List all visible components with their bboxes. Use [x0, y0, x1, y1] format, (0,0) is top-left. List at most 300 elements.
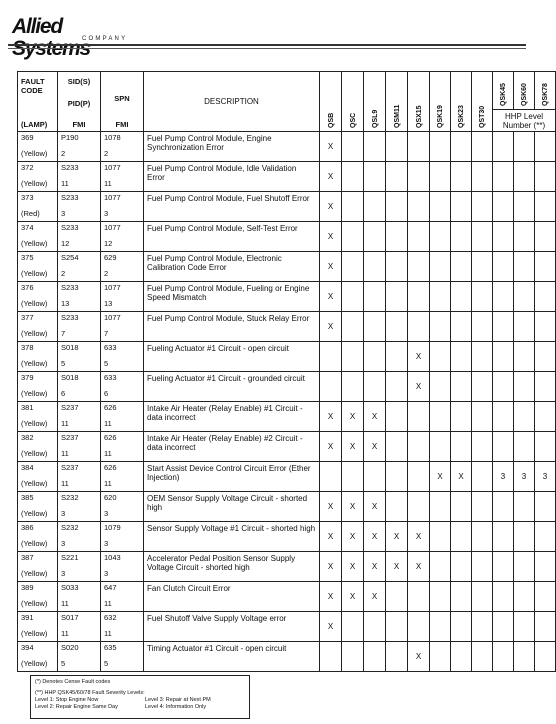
engine-mark-qsc [342, 132, 364, 162]
sid-pid-cell-top: S221 [61, 553, 79, 562]
col-engine-qsk23: QSK23 [451, 72, 472, 132]
fault-code-cell-bottom: (Yellow) [21, 179, 48, 188]
col-engine-qst30: QST30 [472, 72, 493, 132]
sid-pid-cell-top: S233 [61, 223, 79, 232]
fault-code-cell-bottom: (Yellow) [21, 149, 48, 158]
table-row [18, 252, 556, 282]
engine-mark-qsc [342, 462, 364, 492]
engine-mark-qsk78 [535, 372, 556, 402]
engine-mark-qsk60 [514, 642, 535, 672]
table-row [18, 612, 556, 642]
engine-mark-qsk19 [430, 312, 451, 342]
fault-code-cell-bottom: (Yellow) [21, 329, 48, 338]
engine-mark-qst30 [472, 432, 493, 462]
engine-mark-qsk78 [535, 162, 556, 192]
description-cell: Accelerator Pedal Position Sensor Supply Voltage Circuit - shorted high [144, 552, 320, 582]
col-fault-code: FAULT CODE (LAMP) [18, 72, 58, 132]
sid-pid-cell [58, 582, 101, 612]
description-cell: Fuel Pump Control Module, Electronic Calibration Code Error [144, 252, 320, 282]
engine-mark-qsm11 [386, 312, 408, 342]
engine-mark-qst30 [472, 132, 493, 162]
engine-mark-qst30 [472, 642, 493, 672]
spn-cell-top: 647 [104, 583, 117, 592]
fault-code-cell-bottom: (Yellow) [21, 479, 48, 488]
engine-mark-qst30 [472, 252, 493, 282]
description-cell: OEM Sensor Supply Voltage Circuit - shorted high [144, 492, 320, 522]
description-cell: Fuel Shutoff Valve Supply Voltage error [144, 612, 320, 642]
spn-cell-top: 1078 [104, 133, 121, 142]
engine-mark-qsb: X [320, 162, 342, 192]
spn-cell [101, 462, 144, 492]
engine-mark-qsk60 [514, 552, 535, 582]
fault-code-cell-bottom: (Yellow) [21, 449, 48, 458]
engine-mark-qsk19 [430, 402, 451, 432]
engine-mark-qsk23 [451, 612, 472, 642]
description-cell: Intake Air Heater (Relay Enable) #1 Circuit - data incorrect [144, 402, 320, 432]
fault-code-cell [18, 342, 58, 372]
engine-mark-qsm11 [386, 252, 408, 282]
table-body [18, 132, 556, 672]
spn-cell-bottom: 2 [104, 269, 109, 278]
sid-pid-cell-top: S033 [61, 583, 79, 592]
spn-cell-top: 1043 [104, 553, 121, 562]
engine-mark-qsk60 [514, 132, 535, 162]
engine-mark-qsb: X [320, 432, 342, 462]
engine-mark-qsk78 [535, 492, 556, 522]
engine-mark-qsc [342, 372, 364, 402]
engine-mark-qst30 [472, 522, 493, 552]
spn-cell [101, 192, 144, 222]
legend-levels-row-2 [35, 704, 245, 711]
engine-mark-qsl9 [364, 462, 386, 492]
engine-mark-qsb [320, 372, 342, 402]
engine-mark-qsx15 [408, 222, 430, 252]
fault-code-cell-bottom: (Red) [21, 209, 40, 218]
engine-mark-qsk60 [514, 312, 535, 342]
description-cell: Fueling Actuator #1 Circuit - grounded circuit [144, 372, 320, 402]
legend-level-3: Level 3: Repair at Next PM [145, 697, 211, 703]
engine-mark-qsb: X [320, 282, 342, 312]
sid-pid-cell-top: S017 [61, 613, 79, 622]
fault-code-cell-bottom: (Yellow) [21, 419, 48, 428]
engine-mark-qsl9: X [364, 582, 386, 612]
engine-mark-qsk78 [535, 282, 556, 312]
engine-mark-qsb: X [320, 192, 342, 222]
engine-mark-qsc [342, 162, 364, 192]
fault-code-cell-top: 375 [21, 253, 34, 262]
engine-mark-qsk45 [493, 162, 514, 192]
engine-mark-qsk19 [430, 642, 451, 672]
engine-mark-qsk45 [493, 312, 514, 342]
sid-pid-cell [58, 132, 101, 162]
engine-mark-qsk23 [451, 282, 472, 312]
engine-mark-qsk45 [493, 552, 514, 582]
sid-pid-cell [58, 432, 101, 462]
engine-mark-qsk78 [535, 522, 556, 552]
spn-cell-bottom: 11 [104, 629, 112, 638]
engine-mark-qst30 [472, 402, 493, 432]
engine-mark-qsk78 [535, 132, 556, 162]
engine-mark-qsm11 [386, 402, 408, 432]
engine-mark-qsm11 [386, 462, 408, 492]
engine-mark-qsx15 [408, 612, 430, 642]
engine-mark-qsk23: X [451, 462, 472, 492]
sid-pid-cell [58, 252, 101, 282]
engine-mark-qsx15: X [408, 642, 430, 672]
fault-code-cell [18, 222, 58, 252]
spn-cell [101, 522, 144, 552]
spn-cell-top: 626 [104, 463, 117, 472]
engine-mark-qsl9: X [364, 432, 386, 462]
fault-code-cell-top: 391 [21, 613, 34, 622]
engine-mark-qsx15 [408, 192, 430, 222]
engine-mark-qsc [342, 642, 364, 672]
col-engine-qsx15: QSX15 [408, 72, 430, 132]
spn-cell [101, 372, 144, 402]
fault-code-cell [18, 522, 58, 552]
col-engine-qsk45: QSK45 [493, 72, 514, 110]
spn-cell-bottom: 7 [104, 329, 109, 338]
hhp-level-label: HHP Level Number (**) [493, 110, 556, 132]
col-engine-qsk78: QSK78 [535, 72, 556, 110]
spn-cell-bottom: 5 [104, 659, 109, 668]
table-row [18, 222, 556, 252]
col-engine-qsl9: QSL9 [364, 72, 386, 132]
engine-mark-qsm11 [386, 642, 408, 672]
spn-cell-top: 1077 [104, 313, 121, 322]
description-cell: Fuel Pump Control Module, Self-Test Error [144, 222, 320, 252]
sid-pid-cell [58, 612, 101, 642]
engine-mark-qsk23 [451, 252, 472, 282]
engine-mark-qsk78 [535, 252, 556, 282]
engine-mark-qsk78 [535, 312, 556, 342]
engine-mark-qsc [342, 612, 364, 642]
engine-mark-qsc [342, 342, 364, 372]
legend-level-4: Level 4: Information Only [145, 704, 207, 710]
engine-mark-qsx15: X [408, 372, 430, 402]
engine-mark-qsk19 [430, 372, 451, 402]
sid-pid-cell-top: S233 [61, 283, 79, 292]
sid-pid-cell-bottom: 3 [61, 569, 66, 578]
sid-pid-cell [58, 642, 101, 672]
engine-mark-qsx15 [408, 492, 430, 522]
spn-cell-top: 626 [104, 403, 117, 412]
table-row [18, 582, 556, 612]
engine-mark-qsk78 [535, 582, 556, 612]
engine-mark-qsk19 [430, 552, 451, 582]
description-cell: Start Assist Device Control Circuit Error (Ether Injection) [144, 462, 320, 492]
fault-code-cell-top: 379 [21, 373, 34, 382]
engine-mark-qsk60 [514, 162, 535, 192]
engine-mark-qsl9: X [364, 522, 386, 552]
engine-mark-qst30 [472, 222, 493, 252]
sid-pid-cell [58, 402, 101, 432]
sid-pid-cell-top: S237 [61, 463, 79, 472]
engine-mark-qsk23 [451, 312, 472, 342]
fault-code-cell-bottom: (Yellow) [21, 599, 48, 608]
engine-mark-qst30 [472, 612, 493, 642]
description-cell: Fuel Pump Control Module, Fuel Shutoff Error [144, 192, 320, 222]
engine-mark-qsc [342, 312, 364, 342]
engine-mark-qsk23 [451, 162, 472, 192]
fault-code-cell-top: 387 [21, 553, 34, 562]
spn-cell-bottom: 6 [104, 389, 109, 398]
engine-mark-qsb: X [320, 612, 342, 642]
engine-mark-qst30 [472, 462, 493, 492]
engine-mark-qsm11 [386, 282, 408, 312]
fault-code-cell [18, 132, 58, 162]
engine-mark-qsk23 [451, 132, 472, 162]
spn-cell [101, 252, 144, 282]
engine-mark-qsk60 [514, 402, 535, 432]
engine-mark-qsk23 [451, 552, 472, 582]
sid-pid-cell-bottom: 12 [61, 239, 70, 248]
description-cell: Fuel Pump Control Module, Stuck Relay Error [144, 312, 320, 342]
fault-code-cell-bottom: (Yellow) [21, 539, 48, 548]
spn-cell [101, 132, 144, 162]
engine-mark-qsk60 [514, 372, 535, 402]
sid-pid-cell-bottom: 11 [61, 629, 69, 638]
spn-cell-bottom: 2 [104, 149, 109, 158]
engine-mark-qsc: X [342, 552, 364, 582]
fault-code-cell-bottom: (Yellow) [21, 569, 48, 578]
table-row [18, 282, 556, 312]
engine-mark-qsm11 [386, 582, 408, 612]
engine-mark-qsx15 [408, 282, 430, 312]
logo-subtitle: COMPANY [82, 36, 128, 42]
engine-mark-qsb: X [320, 552, 342, 582]
engine-mark-qsk23 [451, 642, 472, 672]
engine-mark-qsk60 [514, 252, 535, 282]
engine-mark-qsm11 [386, 342, 408, 372]
spn-cell-bottom: 3 [104, 539, 109, 548]
spn-cell [101, 282, 144, 312]
engine-mark-qsc [342, 252, 364, 282]
engine-mark-qsb [320, 342, 342, 372]
engine-mark-qsx15 [408, 582, 430, 612]
fault-code-cell [18, 612, 58, 642]
description-cell: Fan Clutch Circuit Error [144, 582, 320, 612]
engine-mark-qsb [320, 642, 342, 672]
fault-code-cell [18, 492, 58, 522]
engine-mark-qsk19 [430, 222, 451, 252]
table-row [18, 642, 556, 672]
engine-mark-qsb [320, 462, 342, 492]
engine-mark-qsl9 [364, 642, 386, 672]
description-cell: Fueling Actuator #1 Circuit - open circuit [144, 342, 320, 372]
fault-code-cell [18, 372, 58, 402]
description-cell: Intake Air Heater (Relay Enable) #2 Circuit - data incorrect [144, 432, 320, 462]
sid-pid-cell [58, 552, 101, 582]
table-row [18, 552, 556, 582]
engine-mark-qsk19 [430, 432, 451, 462]
engine-mark-qst30 [472, 552, 493, 582]
engine-mark-qsk60 [514, 492, 535, 522]
engine-mark-qsk19 [430, 612, 451, 642]
spn-cell-bottom: 3 [104, 209, 109, 218]
engine-mark-qsk45: 3 [493, 462, 514, 492]
spn-cell [101, 612, 144, 642]
spn-cell-bottom: 11 [104, 449, 112, 458]
legend-box [30, 675, 250, 719]
sid-pid-cell [58, 342, 101, 372]
engine-mark-qsk19: X [430, 462, 451, 492]
engine-mark-qsk45 [493, 402, 514, 432]
spn-cell-top: 1077 [104, 193, 121, 202]
description-cell: Fuel Pump Control Module, Engine Synchronization Error [144, 132, 320, 162]
engine-mark-qsk45 [493, 342, 514, 372]
engine-mark-qsk19 [430, 342, 451, 372]
engine-mark-qsk23 [451, 342, 472, 372]
engine-mark-qsm11: X [386, 522, 408, 552]
engine-mark-qsb: X [320, 492, 342, 522]
spn-cell-bottom: 11 [104, 419, 112, 428]
spn-cell-bottom: 3 [104, 509, 109, 518]
engine-mark-qsm11: X [386, 552, 408, 582]
table-row [18, 312, 556, 342]
fault-code-cell-bottom: (Yellow) [21, 239, 48, 248]
engine-mark-qsm11 [386, 612, 408, 642]
engine-mark-qsk78: 3 [535, 462, 556, 492]
sid-pid-cell-bottom: 11 [61, 449, 69, 458]
engine-mark-qsk60 [514, 612, 535, 642]
engine-mark-qsk23 [451, 222, 472, 252]
engine-mark-qsk45 [493, 612, 514, 642]
engine-mark-qsk78 [535, 402, 556, 432]
fault-code-table [17, 71, 556, 672]
spn-cell-top: 629 [104, 253, 117, 262]
engine-mark-qsk45 [493, 372, 514, 402]
spn-cell-top: 1077 [104, 223, 121, 232]
sid-pid-cell-bottom: 11 [61, 179, 69, 188]
table-row [18, 402, 556, 432]
fault-code-cell [18, 282, 58, 312]
spn-cell [101, 582, 144, 612]
sid-pid-cell-top: S233 [61, 163, 79, 172]
sid-pid-cell-bottom: 3 [61, 209, 66, 218]
engine-mark-qsl9 [364, 612, 386, 642]
col-engine-qsb: QSB [320, 72, 342, 132]
engine-mark-qsk45 [493, 222, 514, 252]
spn-cell [101, 492, 144, 522]
sid-pid-cell [58, 492, 101, 522]
engine-mark-qsk60: 3 [514, 462, 535, 492]
logo-wordmark: Allied Systems [12, 15, 90, 60]
spn-cell-top: 633 [104, 373, 117, 382]
engine-mark-qsb: X [320, 522, 342, 552]
description-cell: Sensor Supply Voltage #1 Circuit - shorted high [144, 522, 320, 552]
engine-mark-qsk19 [430, 192, 451, 222]
fault-code-cell-top: 377 [21, 313, 34, 322]
engine-mark-qst30 [472, 492, 493, 522]
fault-code-cell [18, 312, 58, 342]
spn-cell [101, 342, 144, 372]
engine-mark-qsk19 [430, 582, 451, 612]
fault-code-cell-top: 384 [21, 463, 34, 472]
engine-mark-qsl9 [364, 222, 386, 252]
fault-code-cell-top: 385 [21, 493, 34, 502]
spn-cell-bottom: 5 [104, 359, 109, 368]
engine-mark-qsk23 [451, 492, 472, 522]
engine-mark-qsl9 [364, 192, 386, 222]
engine-mark-qsk23 [451, 372, 472, 402]
engine-mark-qsk45 [493, 282, 514, 312]
fault-code-cell-top: 386 [21, 523, 34, 532]
table-row [18, 492, 556, 522]
spn-cell [101, 552, 144, 582]
sid-pid-cell-top: S254 [61, 253, 79, 262]
engine-mark-qsk45 [493, 252, 514, 282]
sid-pid-cell-top: S020 [61, 643, 79, 652]
engine-mark-qsl9 [364, 312, 386, 342]
col-sid-pid-fmi: SID(S) PID(P) FMI [58, 72, 101, 132]
spn-cell-bottom: 13 [104, 299, 113, 308]
sid-pid-cell-bottom: 13 [61, 299, 70, 308]
sid-pid-cell-bottom: 7 [61, 329, 66, 338]
fault-code-cell-top: 381 [21, 403, 34, 412]
engine-mark-qsb: X [320, 312, 342, 342]
legend-level-2: Level 2: Repair Engine Same Day [35, 704, 118, 710]
sid-pid-cell-top: P190 [61, 133, 79, 142]
fault-code-cell [18, 432, 58, 462]
fault-code-cell-bottom: (Yellow) [21, 629, 48, 638]
engine-mark-qsx15 [408, 462, 430, 492]
sid-pid-cell-bottom: 2 [61, 269, 66, 278]
engine-mark-qsx15 [408, 162, 430, 192]
engine-mark-qst30 [472, 342, 493, 372]
table-row [18, 192, 556, 222]
engine-mark-qsk60 [514, 582, 535, 612]
engine-mark-qsk78 [535, 222, 556, 252]
sid-pid-cell-top: S018 [61, 373, 79, 382]
sid-pid-cell [58, 282, 101, 312]
spn-cell [101, 162, 144, 192]
spn-cell [101, 222, 144, 252]
description-cell: Fuel Pump Control Module, Fueling or Engine Speed Mismatch [144, 282, 320, 312]
engine-mark-qsx15 [408, 432, 430, 462]
engine-mark-qsl9 [364, 282, 386, 312]
engine-mark-qsx15: X [408, 522, 430, 552]
engine-mark-qsx15 [408, 252, 430, 282]
engine-mark-qsc: X [342, 432, 364, 462]
col-engine-qsk60: QSK60 [514, 72, 535, 110]
fault-code-cell-bottom: (Yellow) [21, 359, 48, 368]
fault-code-cell-top: 369 [21, 133, 34, 142]
engine-mark-qsc: X [342, 582, 364, 612]
header-row [18, 72, 556, 110]
engine-mark-qsm11 [386, 432, 408, 462]
engine-mark-qsk45 [493, 192, 514, 222]
engine-mark-qst30 [472, 162, 493, 192]
engine-mark-qsk19 [430, 132, 451, 162]
spn-cell-bottom: 11 [104, 599, 112, 608]
engine-mark-qsb: X [320, 222, 342, 252]
engine-mark-qsb: X [320, 582, 342, 612]
engine-mark-qsk78 [535, 552, 556, 582]
engine-mark-qsk60 [514, 222, 535, 252]
engine-mark-qsk60 [514, 432, 535, 462]
engine-mark-qsb: X [320, 252, 342, 282]
spn-cell-top: 1077 [104, 283, 121, 292]
spn-cell-top: 632 [104, 613, 117, 622]
engine-mark-qsk45 [493, 582, 514, 612]
sid-pid-cell [58, 162, 101, 192]
engine-mark-qsl9: X [364, 402, 386, 432]
engine-mark-qst30 [472, 372, 493, 402]
sid-pid-cell-top: S232 [61, 493, 79, 502]
table-row [18, 162, 556, 192]
engine-mark-qsl9 [364, 162, 386, 192]
